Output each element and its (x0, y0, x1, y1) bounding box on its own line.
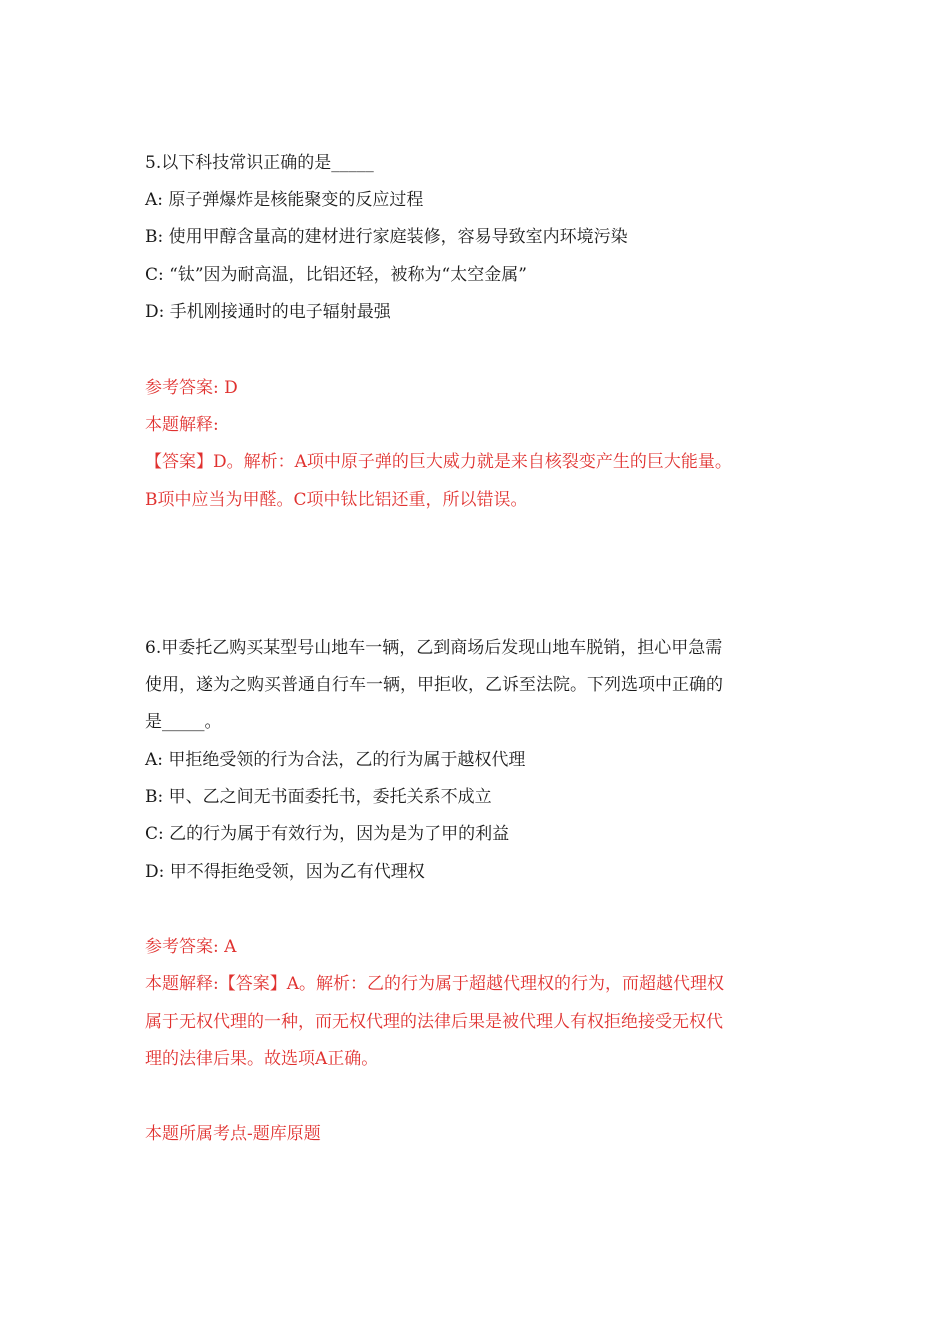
q5-answer: 参考答案: D (145, 378, 238, 398)
footer-note: 本题所属考点-题库原题 (145, 1124, 321, 1144)
q5-option-c: C: “钛”因为耐高温，比铝还轻，被称为“太空金属” (145, 265, 527, 285)
q6-option-c: C: 乙的行为属于有效行为，因为是为了甲的利益 (145, 824, 510, 844)
q6-question-line-3: 是_____。 (145, 712, 222, 732)
q5-explanation-line-2: B项中应当为甲醛。C项中钛比铝还重，所以错误。 (145, 490, 528, 510)
q5-explanation-line-1: 【答案】D。解析：A项中原子弹的巨大威力就是来自核裂变产生的巨大能量。 (145, 452, 732, 472)
q5-explanation-label: 本题解释: (145, 415, 219, 435)
q5-option-b: B: 使用甲醇含量高的建材进行家庭装修，容易导致室内环境污染 (145, 227, 628, 247)
q6-option-b: B: 甲、乙之间无书面委托书，委托关系不成立 (145, 787, 492, 807)
q6-option-d: D: 甲不得拒绝受领，因为乙有代理权 (145, 862, 425, 882)
q5-option-a: A: 原子弹爆炸是核能聚变的反应过程 (145, 190, 424, 210)
q6-question-line-1: 6.甲委托乙购买某型号山地车一辆，乙到商场后发现山地车脱销，担心甲急需 (145, 638, 723, 658)
q6-question-line-2: 使用，遂为之购买普通自行车一辆，甲拒收，乙诉至法院。下列选项中正确的 (145, 675, 723, 695)
q5-option-d: D: 手机刚接通时的电子辐射最强 (145, 302, 391, 322)
q6-option-a: A: 甲拒绝受领的行为合法，乙的行为属于越权代理 (145, 750, 526, 770)
q6-explanation-line-2: 属于无权代理的一种，而无权代理的法律后果是被代理人有权拒绝接受无权代 (145, 1012, 723, 1032)
q6-answer: 参考答案: A (145, 937, 237, 957)
q6-explanation-line-3: 理的法律后果。故选项A正确。 (145, 1049, 379, 1069)
q6-explanation-line-1: 本题解释:【答案】A。解析：乙的行为属于超越代理权的行为，而超越代理权 (145, 974, 725, 994)
q5-question: 5.以下科技常识正确的是_____ (145, 153, 374, 173)
